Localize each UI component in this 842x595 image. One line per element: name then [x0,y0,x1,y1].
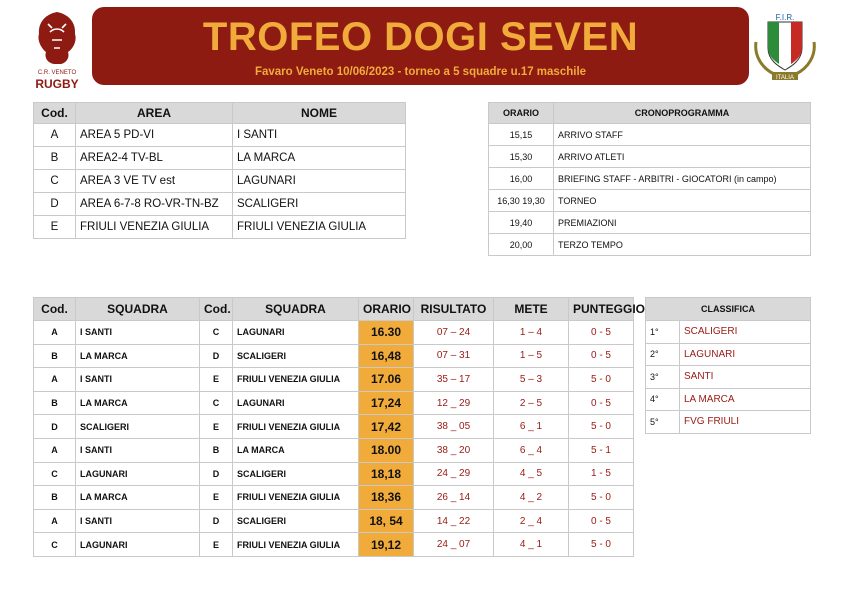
match-result: 26 _ 14 [414,486,494,510]
match-tries: 1 – 4 [494,321,569,345]
home-code: A [34,509,76,533]
away-team: FRIULI VENEZIA GIULIA [233,533,359,557]
match-points: 0 - 5 [569,344,634,368]
match-points: 0 - 5 [569,321,634,345]
team-name: LAGUNARI [233,170,406,193]
logo-left-line1: C.R. VENETO [37,70,77,76]
match-points: 0 - 5 [569,391,634,415]
match-result: 35 – 17 [414,368,494,392]
logo-right-top: F.I.R. [775,13,795,22]
match-tries: 2 – 5 [494,391,569,415]
away-team: LA MARCA [233,438,359,462]
away-code: B [200,438,233,462]
schedule-row [489,212,811,234]
schedule-activity: TERZO TEMPO [554,234,811,256]
match-tries: 1 – 5 [494,344,569,368]
matches-col-header: SQUADRA [76,298,200,321]
match-row [34,462,634,486]
match-points: 0 - 5 [569,509,634,533]
home-team: SCALIGERI [76,415,200,439]
area-code: C [34,170,76,193]
areas-table [33,102,406,239]
away-team: LAGUNARI [233,321,359,345]
match-points: 5 - 0 [569,533,634,557]
schedule-activity: TORNEO [554,190,811,212]
areas-row [34,170,406,193]
away-team: SCALIGERI [233,462,359,486]
standings-team: SANTI [680,366,811,389]
logo-left-line2: RUGBY [35,77,79,91]
match-result: 14 _ 22 [414,509,494,533]
schedule-activity: PREMIAZIONI [554,212,811,234]
standings-position: 1° [646,321,680,344]
match-row [34,438,634,462]
matches-col-header: PUNTEGGIO [569,298,634,321]
standings-table [645,297,811,434]
match-tries: 6 _ 4 [494,438,569,462]
match-time: 17,42 [359,415,414,439]
match-time: 19,12 [359,533,414,557]
schedule-row [489,234,811,256]
home-code: C [34,533,76,557]
home-team: LA MARCA [76,344,200,368]
standings-row [646,411,811,434]
standings-position: 4° [646,388,680,411]
away-code: C [200,391,233,415]
logo-right-bottom: ITALIA [776,75,794,81]
away-code: D [200,462,233,486]
area-code: B [34,147,76,170]
home-code: A [34,368,76,392]
away-code: E [200,486,233,510]
home-code: A [34,438,76,462]
schedule-activity: ARRIVO ATLETI [554,146,811,168]
fir-italia-logo [752,12,818,82]
standings-row [646,343,811,366]
schedule-time: 20,00 [489,234,554,256]
area-name: AREA 5 PD-VI [76,124,233,147]
match-time: 18.00 [359,438,414,462]
schedule-row [489,190,811,212]
home-code: D [34,415,76,439]
matches-col-header: Cod. [200,298,233,321]
match-row [34,321,634,345]
page-title: TROFEO DOGI SEVEN [202,15,639,59]
matches-col-header: RISULTATO [414,298,494,321]
away-team: SCALIGERI [233,509,359,533]
match-tries: 4 _ 5 [494,462,569,486]
match-result: 07 – 31 [414,344,494,368]
home-team: I SANTI [76,509,200,533]
matches-col-header: METE [494,298,569,321]
away-code: D [200,344,233,368]
match-tries: 4 _ 2 [494,486,569,510]
team-name: I SANTI [233,124,406,147]
match-time: 17.06 [359,368,414,392]
matches-col-header: ORARIO [359,298,414,321]
standings-team: FVG FRIULI [680,411,811,434]
area-code: A [34,124,76,147]
match-points: 5 - 1 [569,438,634,462]
schedule-time: 16,30 19,30 [489,190,554,212]
match-time: 16.30 [359,321,414,345]
team-name: FRIULI VENEZIA GIULIA [233,216,406,239]
areas-col-header: AREA [76,103,233,124]
home-code: B [34,344,76,368]
match-row [34,533,634,557]
standings-team: LAGUNARI [680,343,811,366]
standings-row [646,388,811,411]
match-result: 24 _ 29 [414,462,494,486]
match-tries: 5 – 3 [494,368,569,392]
match-row [34,391,634,415]
schedule-row [489,146,811,168]
standings-row [646,366,811,389]
page-subtitle: Favaro Veneto 10/06/2023 - torneo a 5 squadre u.17 maschile [254,66,587,78]
away-team: FRIULI VENEZIA GIULIA [233,415,359,439]
areas-row [34,124,406,147]
match-row [34,486,634,510]
match-row [34,368,634,392]
away-team: SCALIGERI [233,344,359,368]
match-points: 5 - 0 [569,415,634,439]
match-points: 5 - 0 [569,486,634,510]
area-code: D [34,193,76,216]
match-row [34,344,634,368]
schedule-table [488,102,811,256]
standings-row [646,321,811,344]
match-time: 18, 54 [359,509,414,533]
home-code: C [34,462,76,486]
standings-team: LA MARCA [680,388,811,411]
areas-row [34,147,406,170]
match-tries: 6 _ 1 [494,415,569,439]
areas-col-header: NOME [233,103,406,124]
schedule-col-header: CRONOPROGRAMMA [554,103,811,124]
areas-row [34,193,406,216]
areas-col-header: Cod. [34,103,76,124]
away-code: E [200,368,233,392]
match-tries: 2 _ 4 [494,509,569,533]
match-time: 16,48 [359,344,414,368]
team-name: SCALIGERI [233,193,406,216]
schedule-row [489,124,811,146]
match-result: 07 – 24 [414,321,494,345]
match-result: 38 _ 20 [414,438,494,462]
away-team: FRIULI VENEZIA GIULIA [233,368,359,392]
standings-header: CLASSIFICA [646,298,811,321]
standings-position: 5° [646,411,680,434]
schedule-row [489,168,811,190]
matches-col-header: Cod. [34,298,76,321]
area-name: AREA 6-7-8 RO-VR-TN-BZ [76,193,233,216]
match-row [34,509,634,533]
schedule-time: 15,15 [489,124,554,146]
away-team: FRIULI VENEZIA GIULIA [233,486,359,510]
match-row [34,415,634,439]
home-code: A [34,321,76,345]
schedule-time: 16,00 [489,168,554,190]
home-team: LA MARCA [76,391,200,415]
standings-position: 2° [646,343,680,366]
match-time: 18,36 [359,486,414,510]
home-team: I SANTI [76,321,200,345]
home-team: LAGUNARI [76,533,200,557]
match-result: 38 _ 05 [414,415,494,439]
home-team: I SANTI [76,368,200,392]
area-name: AREA2-4 TV-BL [76,147,233,170]
matches-col-header: SQUADRA [233,298,359,321]
schedule-activity: ARRIVO STAFF [554,124,811,146]
match-result: 12 _ 29 [414,391,494,415]
home-code: B [34,486,76,510]
match-time: 17,24 [359,391,414,415]
matches-table [33,297,646,557]
areas-row [34,216,406,239]
match-points: 5 - 0 [569,368,634,392]
schedule-time: 15,30 [489,146,554,168]
home-team: LAGUNARI [76,462,200,486]
away-team: LAGUNARI [233,391,359,415]
match-tries: 4 _ 1 [494,533,569,557]
away-code: E [200,415,233,439]
home-team: LA MARCA [76,486,200,510]
standings-team: SCALIGERI [680,321,811,344]
area-name: FRIULI VENEZIA GIULIA [76,216,233,239]
match-result: 24 _ 07 [414,533,494,557]
schedule-activity: BRIEFING STAFF - ARBITRI - GIOCATORI (in campo) [554,168,811,190]
away-code: E [200,533,233,557]
home-team: I SANTI [76,438,200,462]
away-code: C [200,321,233,345]
match-points: 1 - 5 [569,462,634,486]
area-name: AREA 3 VE TV est [76,170,233,193]
schedule-time: 19,40 [489,212,554,234]
schedule-col-header: ORARIO [489,103,554,124]
area-code: E [34,216,76,239]
home-code: B [34,391,76,415]
cr-veneto-rugby-logo [28,8,86,92]
match-time: 18,18 [359,462,414,486]
away-code: D [200,509,233,533]
standings-position: 3° [646,366,680,389]
team-name: LA MARCA [233,147,406,170]
